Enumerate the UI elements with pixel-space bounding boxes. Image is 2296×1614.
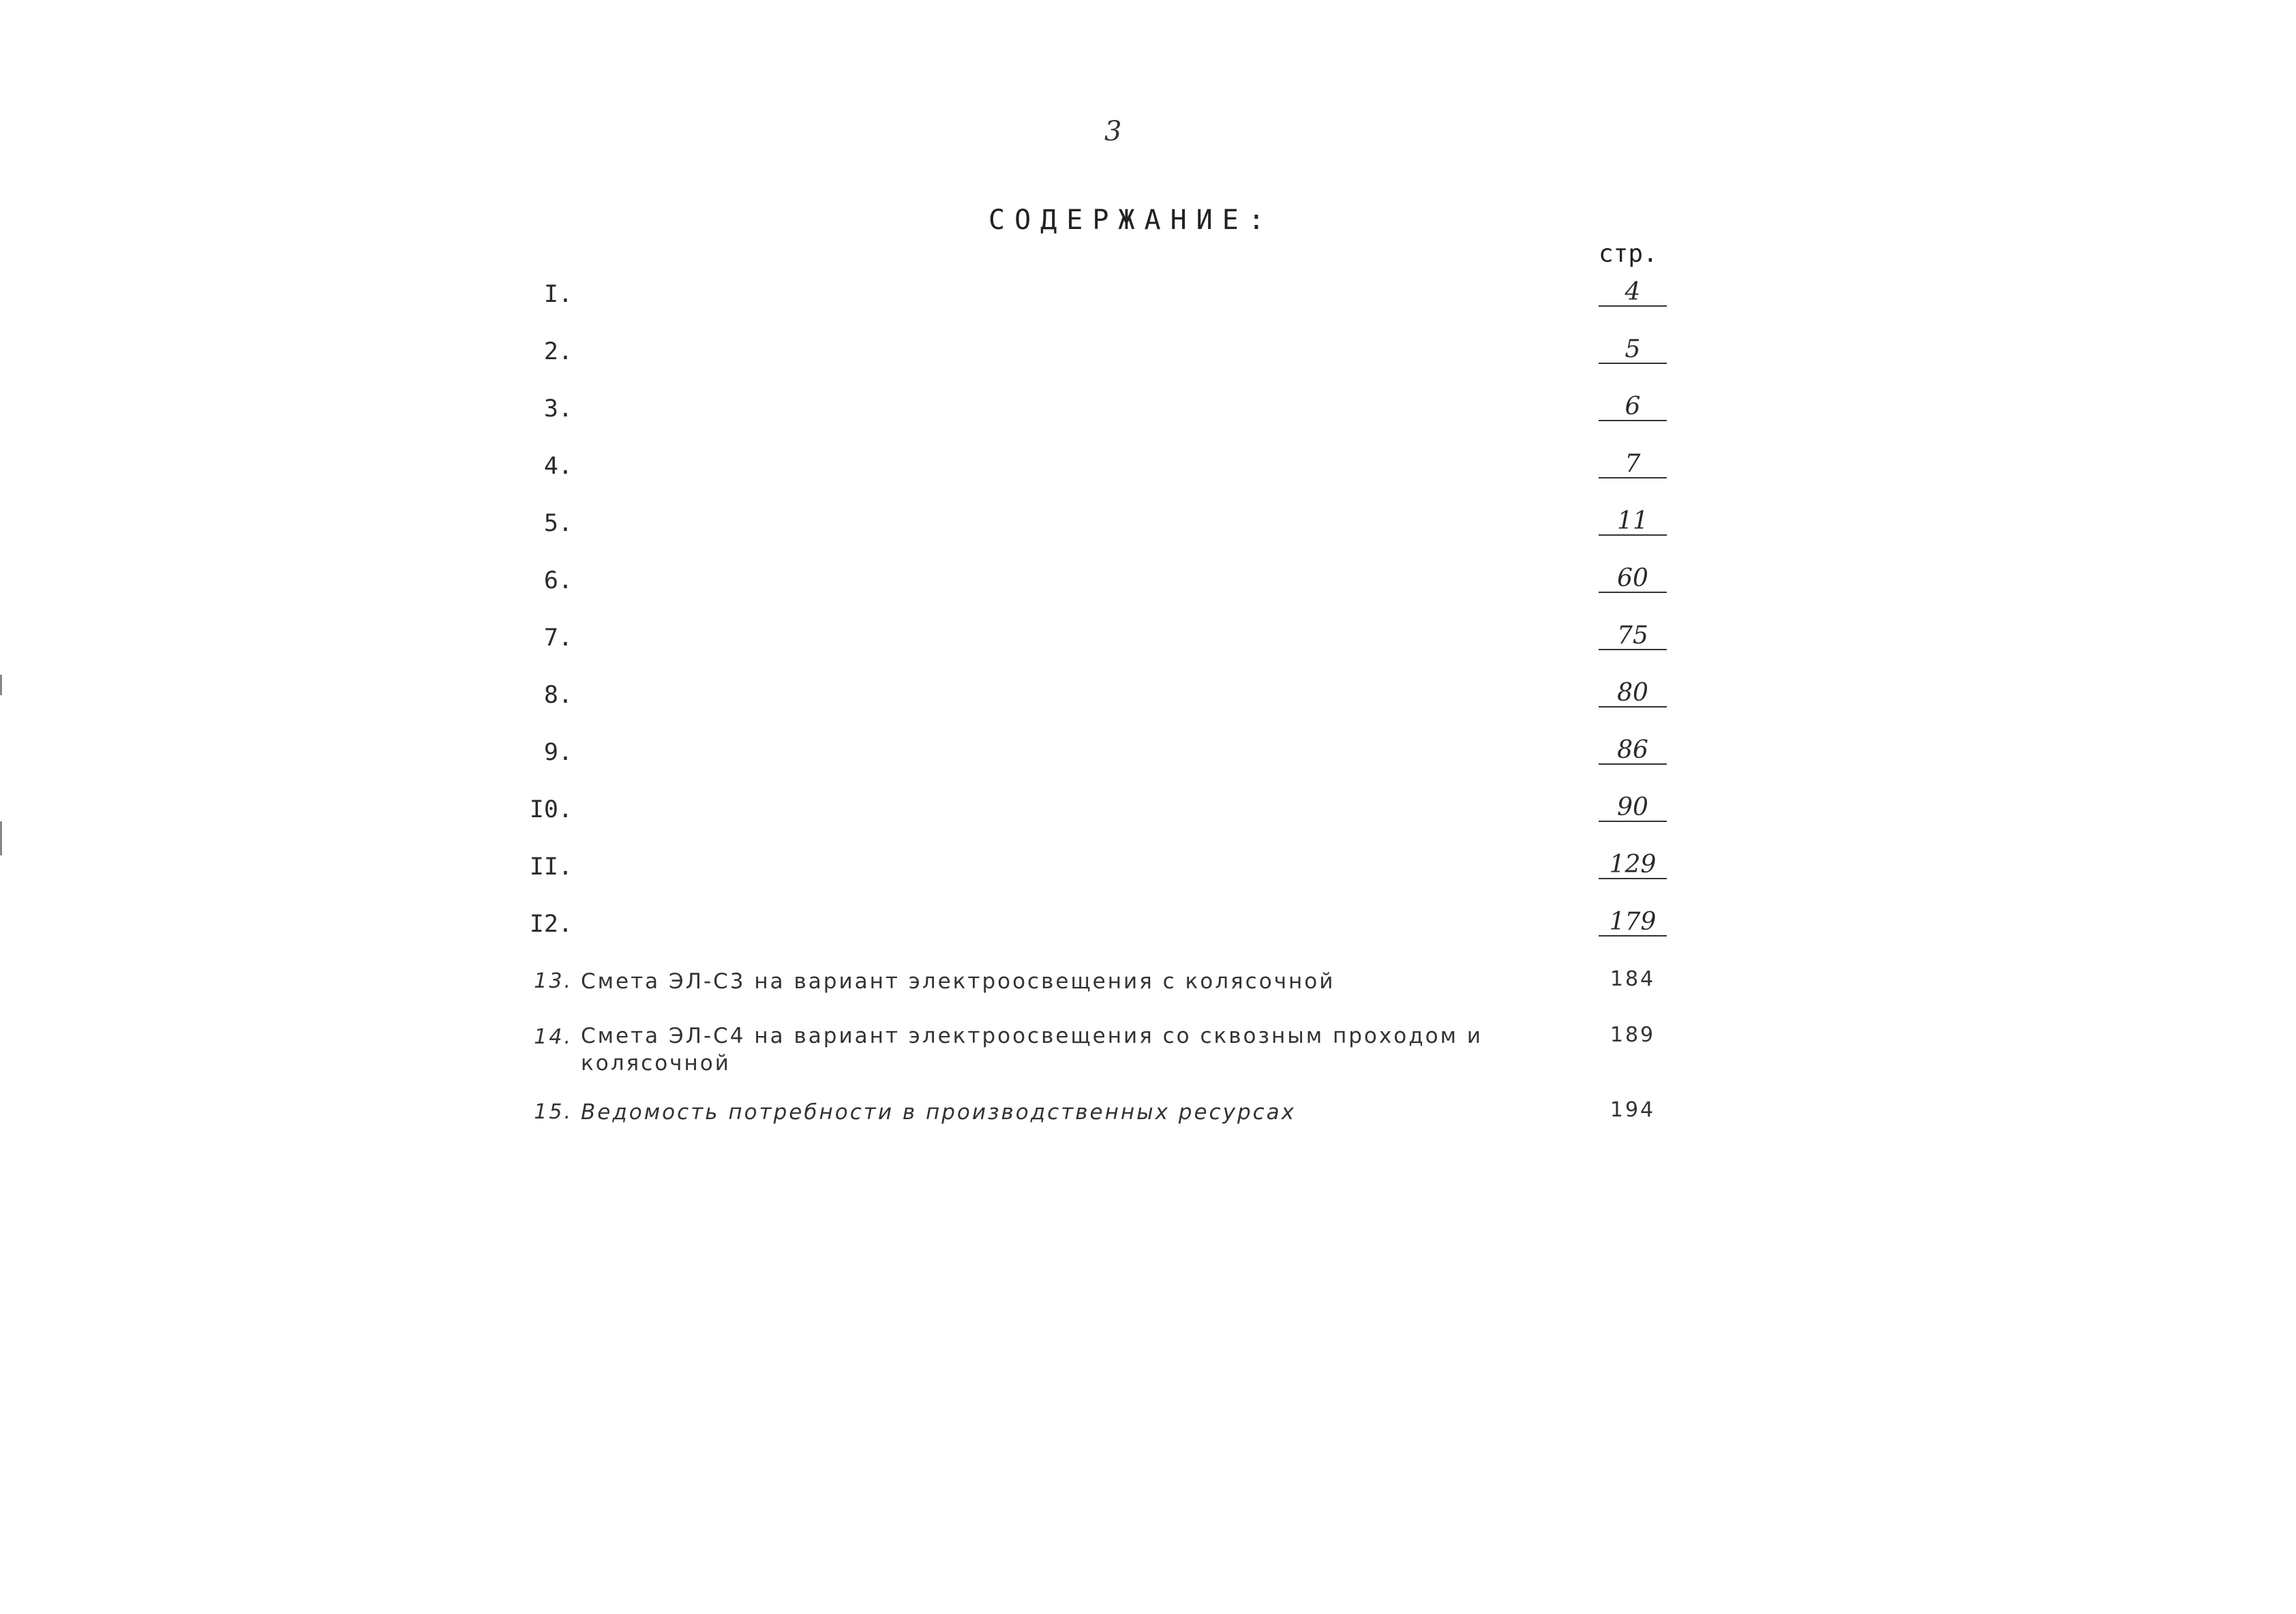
- toc-entry: [518, 737, 1677, 778]
- entry-text: Ведомость потребности в производственных ресурсах: [581, 1100, 1297, 1125]
- toc-entry: [518, 394, 1677, 435]
- entry-number: 15.: [534, 1100, 573, 1124]
- toc-entry-handwritten: [518, 1022, 1677, 1084]
- entry-number: I2.: [529, 911, 573, 938]
- entry-number: 8.: [543, 682, 573, 709]
- margin-mark: [0, 675, 2, 695]
- entry-page: 4: [1599, 279, 1667, 307]
- toc-entry: [518, 795, 1677, 836]
- entry-number: I0.: [529, 796, 573, 823]
- entry-page: 194: [1610, 1098, 1656, 1122]
- toc-entry: [518, 451, 1677, 492]
- toc-entry: [518, 279, 1677, 320]
- entry-number: II.: [529, 853, 573, 881]
- entry-number: 3.: [543, 395, 573, 423]
- page-number: 3: [1104, 116, 1122, 147]
- entry-number: I.: [543, 281, 573, 308]
- entry-number: 4.: [543, 453, 573, 480]
- entry-page: 129: [1599, 852, 1667, 879]
- entry-text: Смета ЭЛ-С3 на вариант электроосвещения с колясочной: [581, 969, 1335, 994]
- entry-text: Смета ЭЛ-С4 на вариант электроосвещения со сквозным проходом и колясочной: [581, 1024, 1483, 1076]
- entry-number: 13.: [534, 969, 573, 993]
- toc-entry: [518, 337, 1677, 378]
- entry-page: 80: [1599, 680, 1667, 707]
- toc-entry: [518, 680, 1677, 721]
- toc-entry: [518, 909, 1677, 950]
- entry-number: 14.: [534, 1025, 573, 1049]
- entry-page: 5: [1599, 337, 1667, 364]
- margin-mark: [0, 821, 2, 855]
- toc-entry: [518, 508, 1677, 549]
- entry-page: 179: [1599, 909, 1667, 937]
- entry-number: 5.: [543, 510, 573, 537]
- toc-entry: [518, 623, 1677, 664]
- toc-entry-handwritten: [518, 1097, 1677, 1138]
- entry-page: 90: [1599, 795, 1667, 822]
- toc-entry: [518, 852, 1677, 893]
- entry-page: 75: [1599, 623, 1667, 650]
- page-column-header: стр.: [1599, 240, 1658, 268]
- entry-page: 7: [1599, 451, 1667, 478]
- entry-page: 60: [1599, 566, 1667, 593]
- entry-page: 11: [1599, 508, 1667, 536]
- entry-page: 184: [1610, 967, 1656, 991]
- entry-number: 2.: [543, 338, 573, 365]
- entry-page: 189: [1610, 1023, 1656, 1047]
- entry-number: 9.: [543, 739, 573, 766]
- entry-number: 7.: [543, 624, 573, 652]
- entry-page: 86: [1599, 737, 1667, 765]
- entry-number: 6.: [543, 567, 573, 594]
- entry-page: 6: [1599, 394, 1667, 421]
- toc-entry: [518, 566, 1677, 607]
- toc-entry-handwritten: [518, 966, 1677, 1007]
- toc-title: СОДЕРЖАНИЕ:: [988, 204, 1274, 236]
